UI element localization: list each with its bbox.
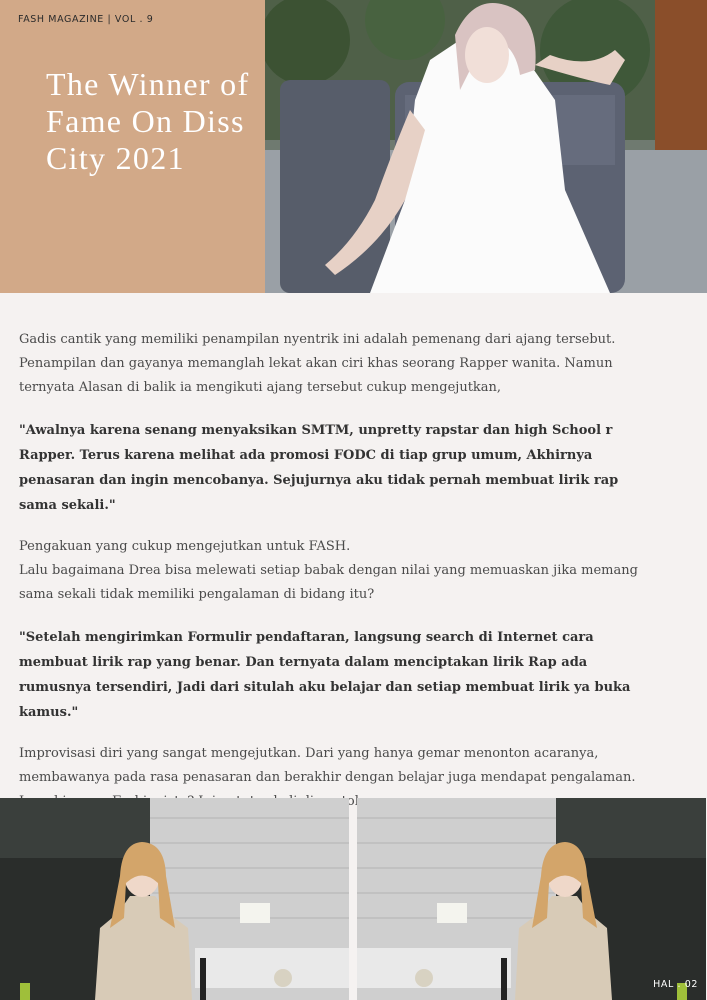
paragraph-2-line-1: Pengakuan yang cukup mengejutkan untuk FASH. — [19, 539, 351, 554]
page-number: HAL . 02 — [653, 979, 698, 990]
bottom-photo-left — [0, 798, 349, 1000]
quote-1: "Awalnya karena senang menyaksikan SMTM, unpretty rapstar dan high School r Rapper. Terus karena melihat ada promosi FODC di tiap grup umum, Akhirnya penasaran dan ingin mencobanya. Sejujurnya aku tidak pernah membuat lirik rap sama sekali." — [19, 423, 619, 513]
article-body — [19, 328, 644, 814]
bottom-photo-right — [357, 798, 706, 1000]
article-title: The Winner of Fame On Diss City 2021 — [46, 66, 250, 176]
paragraph-2-line-2: Lalu bagaimana Drea bisa melewati setiap babak dengan nilai yang memuaskan jika memang sama sekali tidak memiliki pengalaman di bidang itu? — [19, 563, 638, 602]
hero-photo — [265, 0, 707, 293]
quote-2: "Setelah mengirimkan Formulir pendaftaran, langsung search di Internet cara membuat lirik rap yang benar. Dan ternyata dalam menciptakan lirik Rap ada rumusnya tersendiri, Jadi dari situlah aku belajar dan setiap membuat lirik ya buka kamus." — [19, 630, 631, 720]
intro-paragraph: Gadis cantik yang memiliki penampilan nyentrik ini adalah pemenang dari ajang tersebut. Penampilan dan gayanya memanglah lekat akan ciri khas seorang Rapper wanita. Namun ternyata Alasan di balik ia mengikuti ajang tersebut cukup mengejutkan, — [19, 332, 616, 395]
magazine-label: FASH MAGAZINE | VOL . 9 — [18, 14, 154, 25]
title-panel — [0, 0, 265, 293]
closing-paragraph: Improvisasi diri yang sangat mengejutkan. Dari yang hanya gemar menonton acaranya, membawanya pada rasa penasaran dan berakhir dengan belajar juga mendapat pengalaman. — [19, 746, 636, 785]
